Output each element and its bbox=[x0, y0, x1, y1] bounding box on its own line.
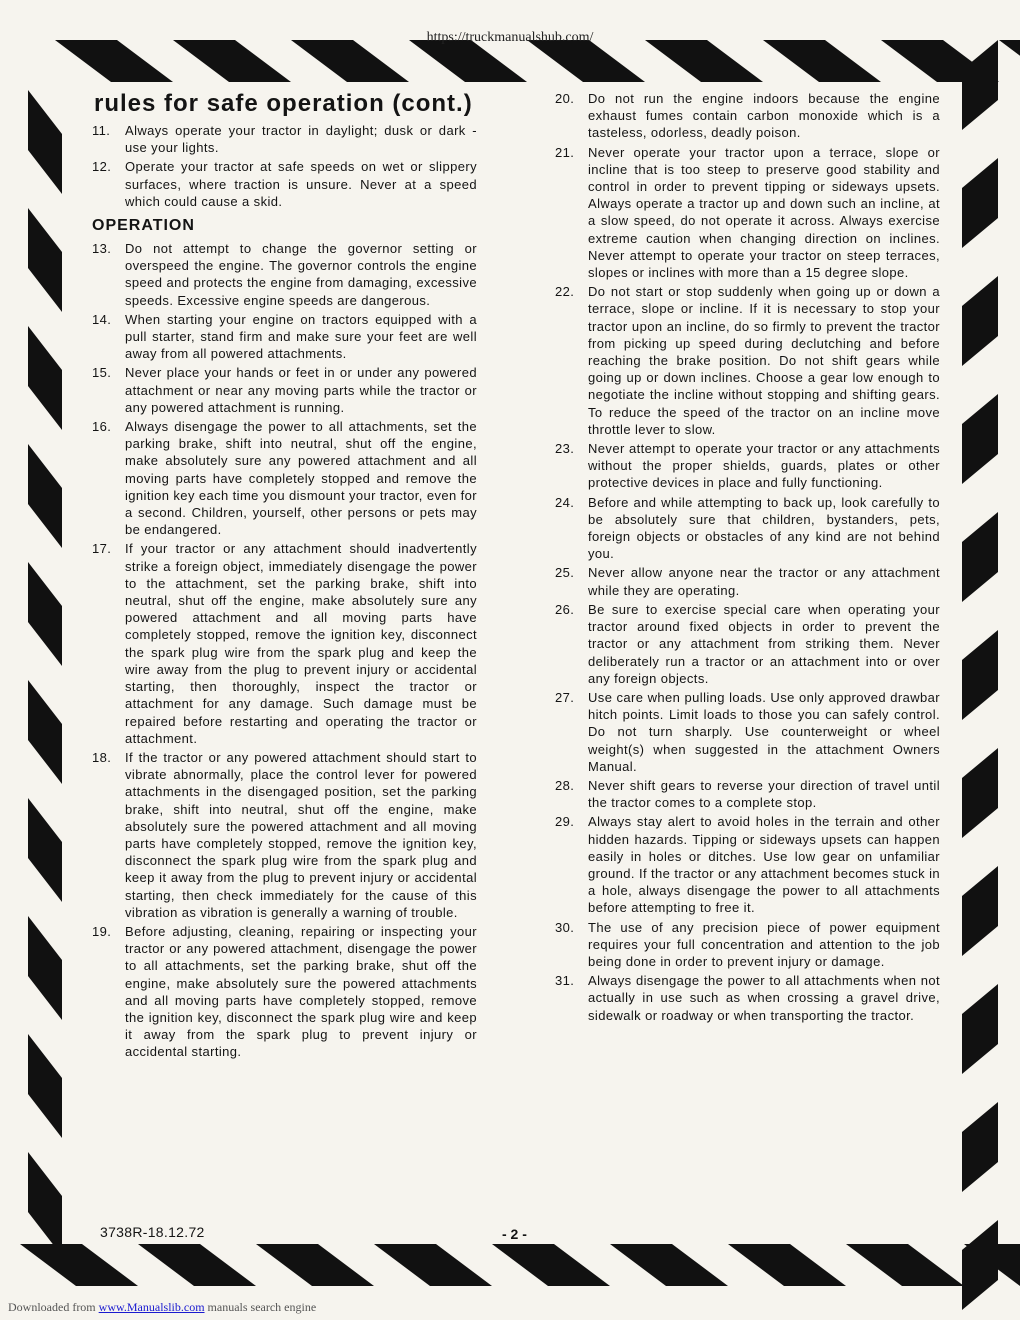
section-heading-operation: OPERATION bbox=[92, 217, 195, 235]
manualslib-link[interactable]: www.Manualslib.com bbox=[98, 1300, 205, 1314]
stripe bbox=[28, 1034, 62, 1138]
stripe bbox=[728, 1244, 846, 1286]
rule-text: The use of any precision piece of power equipment requires your full concentration and attention to the job being done in order to prevent injury or damage. bbox=[588, 919, 940, 969]
right-column bbox=[555, 90, 940, 1026]
rule-text: Do not run the engine indoors because the engine exhaust fumes contain carbon monoxide which is a tasteless, odorless, deadly poison. bbox=[588, 91, 940, 141]
rule-number: 25. bbox=[555, 565, 575, 581]
stripe bbox=[492, 1244, 610, 1286]
stripe bbox=[28, 444, 62, 548]
stripe bbox=[962, 276, 998, 366]
rule-item bbox=[92, 158, 477, 210]
rule-text: Never operate your tractor upon a terrace, slope or incline that is too steep to preserve good stability and control in order to prevent tipping or sideways upsets. Always operate a tractor up and down such an incline, at a slow speed, do not operate it across. Always exercise extreme caution when changing direction on inclines. Never attempt to operate your tractor on steep terraces, slopes or inclines with more than a 15 degree slope. bbox=[588, 144, 940, 281]
rule-item bbox=[92, 540, 477, 746]
stripe bbox=[962, 630, 998, 720]
stripe bbox=[962, 40, 998, 130]
rule-item bbox=[555, 777, 940, 811]
rule-item bbox=[92, 418, 477, 538]
stripe bbox=[28, 90, 62, 194]
rule-item bbox=[555, 90, 940, 142]
stripe bbox=[28, 1152, 62, 1256]
rule-item bbox=[92, 364, 477, 416]
rule-item bbox=[555, 564, 940, 598]
stripe bbox=[645, 40, 763, 82]
stripe bbox=[28, 562, 62, 666]
rule-item bbox=[555, 972, 940, 1024]
stripe bbox=[527, 40, 645, 82]
stripe bbox=[28, 680, 62, 784]
rule-number: 22. bbox=[555, 284, 575, 300]
rule-text: Use care when pulling loads. Use only approved drawbar hitch points. Limit loads to those you can safely control. Do not turn sharply. Use counterweight or wheel weight(s) when suggested in the attachment Owners Manual. bbox=[588, 689, 940, 774]
rule-item bbox=[92, 122, 477, 156]
rule-text: Never allow anyone near the tractor or any attachment while they are operating. bbox=[588, 565, 940, 598]
stripe bbox=[962, 512, 998, 602]
stripe bbox=[374, 1244, 492, 1286]
rule-text: Always operate your tractor in daylight; dusk or dark - use your lights. bbox=[125, 123, 477, 156]
stripe bbox=[962, 748, 998, 838]
document-code: 3738R-18.12.72 bbox=[100, 1224, 205, 1240]
stripe bbox=[962, 866, 998, 956]
rule-number: 13. bbox=[92, 241, 112, 257]
rule-item bbox=[555, 601, 940, 687]
stripe bbox=[409, 40, 527, 82]
rule-number: 18. bbox=[92, 749, 112, 765]
rule-number: 27. bbox=[555, 689, 575, 705]
page-title: rules for safe operation (cont.) bbox=[94, 90, 473, 117]
stripe bbox=[28, 208, 62, 312]
stripe bbox=[962, 1220, 998, 1310]
left-column bbox=[92, 90, 477, 1063]
rule-number: 14. bbox=[92, 311, 112, 327]
rule-item bbox=[92, 311, 477, 363]
header-url: https://truckmanualshub.com/ bbox=[426, 30, 594, 45]
stripe bbox=[999, 40, 1020, 82]
rules-right-list bbox=[555, 90, 940, 1024]
rule-item bbox=[555, 494, 940, 563]
rule-text: If your tractor or any attachment should inadvertently strike a foreign object, immediately disengage the power to the attachment, set the parking brake, shift into neutral, shut off the engine, make absolutely sure any powered attachment and all moving parts have completely stopped, remove the ignition key, disconnect the spark plug wire from the spark plug and keep the wire away from the plug to prevent injury or accidental starting, then thoroughly, inspect the tractor or attachment for any damage. Such damage must be repaired before restarting and operating the tractor or attachment. bbox=[125, 541, 477, 746]
download-footer bbox=[8, 1300, 316, 1315]
rule-number: 26. bbox=[555, 601, 575, 617]
rule-text: Do not attempt to change the governor setting or overspeed the engine. The governor controls the engine speed and protects the engine from damaging, excessive speeds. Excessive engine speeds are dangerous. bbox=[125, 241, 477, 308]
rule-text: Always stay alert to avoid holes in the terrain and other hidden hazards. Tipping or sideways upsets can happen easily in holes or ditches. Use low gear on unfamiliar ground. If the tractor or any attachment becomes stuck in a hole, always disengage the power to all attachments before attempting to free it. bbox=[588, 814, 940, 916]
stripe bbox=[962, 984, 998, 1074]
rule-number: 11. bbox=[92, 123, 111, 138]
rules-left-list bbox=[92, 240, 477, 1061]
rule-item bbox=[92, 240, 477, 309]
stripe bbox=[138, 1244, 256, 1286]
stripe bbox=[173, 40, 291, 82]
stripe bbox=[55, 40, 173, 82]
rule-item bbox=[555, 813, 940, 916]
rule-item bbox=[555, 689, 940, 775]
rule-text: Operate your tractor at safe speeds on wet or slippery surfaces, where traction is unsure. Never at a speed which could cause a skid. bbox=[125, 159, 477, 209]
rule-number: 15. bbox=[92, 365, 112, 381]
rule-text: Never shift gears to reverse your direction of travel until the tractor comes to a complete stop. bbox=[588, 777, 940, 811]
stripe bbox=[962, 1102, 998, 1192]
rule-text: Be sure to exercise special care when operating your tractor around fixed objects in order to prevent the tractor or any attachment from striking them. Never deliberately run a tractor or an attachment into or over any foreign objects. bbox=[588, 601, 940, 686]
rule-number: 16. bbox=[92, 419, 112, 435]
rule-item bbox=[555, 919, 940, 971]
rule-number: 12. bbox=[92, 159, 112, 175]
rule-text: Always disengage the power to all attachments when not actually in use such as when crossing a gravel drive, sidewalk or roadway or when transporting the tractor. bbox=[588, 973, 940, 1023]
rule-number: 28. bbox=[555, 777, 575, 793]
stripe bbox=[962, 158, 998, 248]
stripe bbox=[28, 916, 62, 1020]
download-prefix: Downloaded from bbox=[8, 1300, 96, 1314]
stripe bbox=[763, 40, 881, 82]
stripe bbox=[610, 1244, 728, 1286]
rule-text: If the tractor or any powered attachment should start to vibrate abnormally, place the control lever for powered attachments in the disengaged position, set the parking brake, shift into neutral, shut off the engine, make absolutely sure the powered attachment and all moving parts have completely stopped, remove the ignition key, disconnect the spark plug wire from the spark plug and keep it away from the plug to prevent injury or accidental starting, then check immediately for the cause of this vibration as vibration is generally a warning of trouble. bbox=[125, 749, 477, 920]
rules-before-list bbox=[92, 122, 477, 210]
rule-number: 29. bbox=[555, 814, 575, 830]
rule-text: When starting your engine on tractors equipped with a pull starter, stand firm and make sure your feet are well away from all powered attachments. bbox=[125, 311, 477, 362]
rule-number: 19. bbox=[92, 923, 112, 939]
stripe bbox=[962, 394, 998, 484]
rule-item bbox=[555, 283, 940, 438]
rule-number: 23. bbox=[555, 441, 575, 457]
rule-text: Before adjusting, cleaning, repairing or inspecting your tractor or any powered attachment, disengage the power to all attachments, set the parking brake, shut off the engine, make absolutely sure the powered attachments and all moving parts have completely stopped, remove the ignition key, disconnect the spark plug wire and keep it away from the spark plug to prevent injury or accidental starting. bbox=[125, 923, 477, 1060]
rule-item bbox=[555, 440, 940, 492]
stripe bbox=[256, 1244, 374, 1286]
rule-number: 20. bbox=[555, 91, 575, 106]
download-suffix: manuals search engine bbox=[207, 1300, 317, 1314]
rule-number: 30. bbox=[555, 919, 575, 935]
rule-text: Never attempt to operate your tractor or any attachments without the proper shields, guards, plates or other protective devices in place and fully functioning. bbox=[588, 441, 940, 491]
rule-number: 17. bbox=[92, 541, 112, 557]
rule-text: Never place your hands or feet in or under any powered attachment or near any moving parts while the tractor or any powered attachment is running. bbox=[125, 365, 477, 415]
rule-number: 24. bbox=[555, 494, 575, 510]
stripe bbox=[20, 1244, 138, 1286]
rule-number: 31. bbox=[555, 973, 575, 989]
rule-item bbox=[555, 144, 940, 282]
rule-text: Before and while attempting to back up, look carefully to be absolutely sure that children, bystanders, pets, foreign objects or obstacles of any kind are not behind you. bbox=[588, 494, 940, 562]
stripe bbox=[28, 798, 62, 902]
rule-text: Do not start or stop suddenly when going up or down a terrace, slope or incline. If it is necessary to stop your tractor upon an incline, do so firmly to prevent the tractor from picking up speed during declutching and before reaching the brake position. Do not shift gears while going up or down inclines. Choose a gear low enough to negotiate the incline without stopping and shifting gears. To reduce the speed of the tractor on an incline move throttle lever to slow. bbox=[588, 284, 940, 437]
stripe bbox=[291, 40, 409, 82]
page-number: - 2 - bbox=[502, 1226, 527, 1242]
stripe bbox=[846, 1244, 964, 1286]
rule-text: Always disengage the power to all attachments, set the parking brake, shift into neutral, shut off the engine, make absolutely sure any powered attachment and all moving parts have completely stopped and remove the ignition key each time you dismount your tractor, even for a second. Children, yourself, other persons or pets may be endangered. bbox=[125, 419, 477, 538]
rule-item bbox=[92, 749, 477, 921]
rule-item bbox=[92, 923, 477, 1061]
stripe bbox=[28, 326, 62, 430]
rule-number: 21. bbox=[555, 144, 575, 160]
